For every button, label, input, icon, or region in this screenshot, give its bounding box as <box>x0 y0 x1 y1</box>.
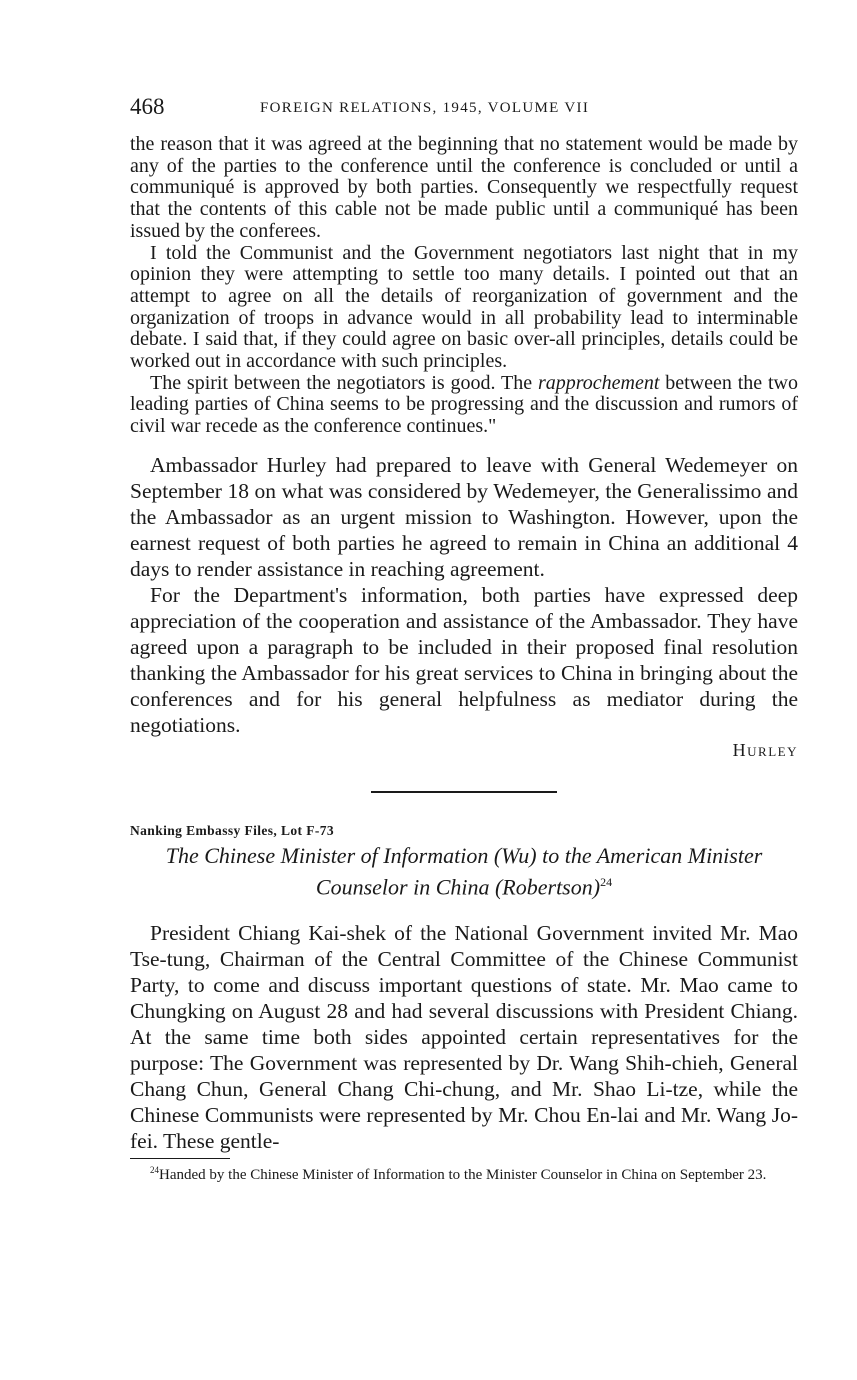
document-paragraph-1: President Chiang Kai-shek of the National Government invited Mr. Mao Tse-tung, Chairman of the Central Committee of the Chinese Communist Party, to come and discuss important questions of state. Mr. Mao came to Chungking on August 28 and had several discussions with President Chiang. At the same time both sides appointed certain representatives for the purpose: The Government was represented by Dr. Wang Shih-chieh, General Chang Chun, General Chang Chi-chung, and Mr. Shao Li-tze, while the Chinese Communists were represented by Mr. Chou En-lai and Mr. Wang Jo-fei. These gentle- <box>130 921 798 1154</box>
document-title-line-2-text: Counselor in China (Robertson) <box>315 874 601 900</box>
document-title-line-2 <box>130 869 798 900</box>
document-page <box>130 94 798 1184</box>
footnote-text: Handed by the Chinese Minister of Information to the Minister Counselor in China on September 23. <box>159 1167 767 1184</box>
report-paragraph-1: Ambassador Hurley had prepared to leave with General Wedemeyer on September 18 on what was considered by Wedemeyer, the Generalissimo and the Ambassador as an urgent mission to Washington. However, upon the earnest request of both parties he agreed to remain in China an additional 4 days to render assistance in reaching agreement. <box>130 452 798 581</box>
running-head: FOREIGN RELATIONS, 1945, VOLUME VII <box>260 100 590 116</box>
document-title-line-1: The Chinese Minister of Information (Wu) to the American Minister <box>165 842 763 868</box>
footnote-rule <box>130 1158 230 1159</box>
footnote-number: 24 <box>150 1165 159 1176</box>
report-paragraph-2: For the Department's information, both parties have expressed deep appreciation of the cooperation and assistance of the Ambassador. They have agreed upon a paragraph to be included in their proposed final resolution thanking the Ambassador for his great services to China in bringing about the conferences and for his general helpfulness as mediator during the negotiations. <box>130 582 798 737</box>
quote-paragraph-2: I told the Communist and the Government negotiators last night that in my opinion they were attempting to settle too many details. I pointed out that an attempt to agree on all the details of reorganization of government and the organization of troops in advance would in all probability lead to interminable debate. I said that, if they could agree on basic over-all principles, details could be worked out in accordance with such principles. <box>130 241 798 373</box>
rapprochement-italic: rapprochement <box>537 371 660 394</box>
quoted-telegram <box>130 134 798 438</box>
quote-paragraph-1: the reason that it was agreed at the beginning that no statement would be made by any of the parties to the conference until the conference is concluded or until a communiqué is approved by both parties. Consequently we respectfully request that the contents of this cable not be made public until a communiqué has been issued by the conferees. <box>130 133 798 242</box>
quote-paragraph-3-end: between the two leading parties of China seems to be progressing and the discussion and rumors of civil war recede as the conference continues." <box>130 371 798 438</box>
quote-paragraph-3-start: The spirit between the negotiators is good. The <box>150 371 538 394</box>
document-body <box>130 920 798 1154</box>
page-header <box>130 94 798 124</box>
section-divider <box>371 791 557 793</box>
footnote-reference: 24 <box>600 874 613 889</box>
footnote <box>130 1162 798 1184</box>
signature: Hurley <box>732 739 798 760</box>
report-body <box>130 452 798 738</box>
page-number: 468 <box>130 94 165 119</box>
source-citation: Nanking Embassy Files, Lot F-73 <box>130 822 335 838</box>
document-title <box>130 843 798 900</box>
quote-paragraph-3 <box>130 373 798 438</box>
